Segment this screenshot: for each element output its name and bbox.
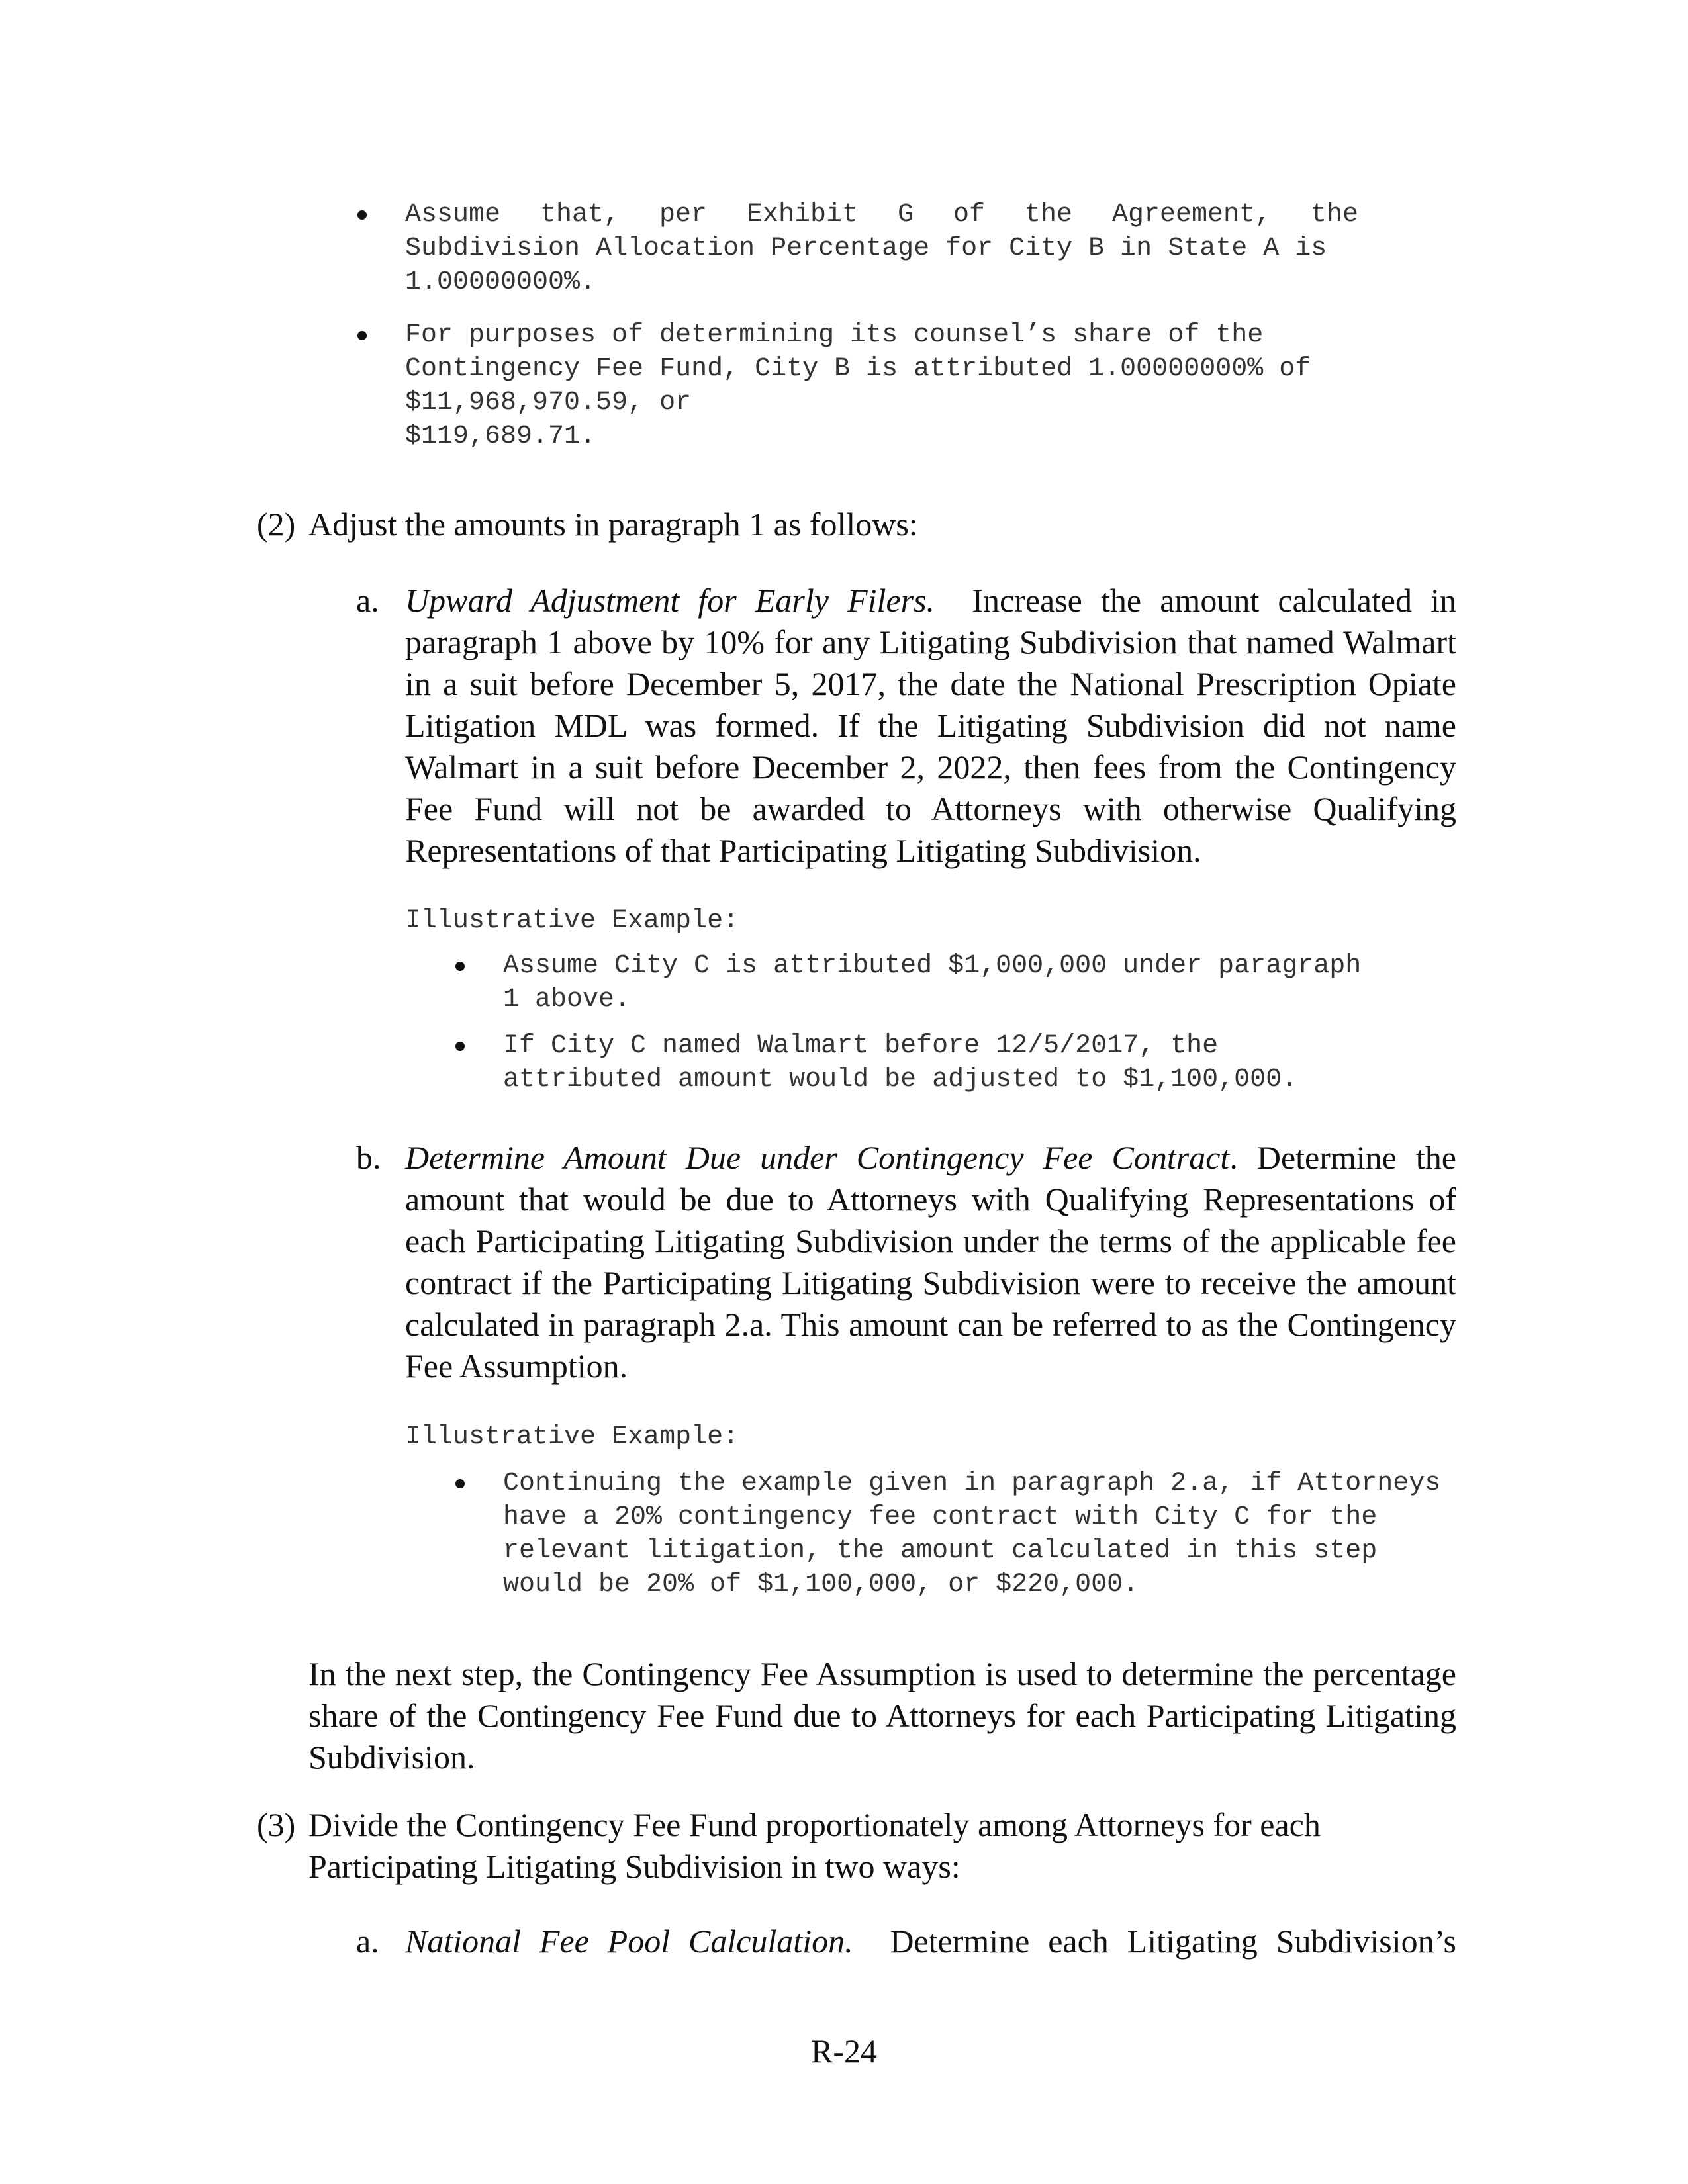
bullet-line: would be 20% of $1,100,000, or $220,000. [503,1570,1139,1600]
bullet-text [503,1467,1456,1602]
page-number: R-24 [811,2032,877,2070]
section-heading: Adjust the amounts in paragraph 1 as follows: [308,506,918,543]
bullet-line: If City C named Walmart before 12/5/2017, the [503,1031,1219,1061]
bullet-line: 1.00000000%. [405,267,596,297]
bullet-line: attributed amount would be adjusted to $1,100,000. [503,1065,1298,1095]
bullet-text [503,1029,1425,1097]
item-title: Determine Amount Due under Contingency Fee Contract [405,1139,1230,1176]
item-letter: a. [356,1923,379,1960]
item-body: Increase the amount calculated in paragraph 1 above by 10% for any Litigating Subdivision that named Walmart in a suit before December 5, 2017, the date the National Prescription Opiate Litigation MDL was formed. If the Litigating Subdivision did not name Walmart in a suit before December 2, 2022, then fees from the Contingency Fee Fund will not be awarded to Attorneys with otherwise Qualifying Representations of that Participating Litigating Subdivision. [405,582,1457,869]
bullet-icon [455,962,465,971]
heading-line: Divide the Contingency Fee Fund proportionately among Attorneys for each [308,1806,1321,1843]
bullet-icon [455,1479,465,1488]
bullet-icon [455,1042,465,1051]
section-number: (2) [257,506,296,543]
bullet-line: relevant litigation, the amount calculated in this step [503,1536,1378,1566]
bullet-line: Continuing the example given in paragraph 2.a, if Attorneys [503,1469,1441,1498]
item-body: . Determine the amount that would be due to Attorneys with Qualifying Representations of each Participating Litigating Subdivision under the terms of the applicable fee contract if the Participating Litigating Subdivision were to receive the amount calculated in paragraph 2.a. This amount can be referred to as the Contingency Fee Assumption. [405,1139,1456,1385]
bullet-text [503,949,1425,1017]
item-title: National Fee Pool Calculation. [405,1923,853,1960]
paragraph [405,580,1456,872]
example-label: Illustrative Example: [405,906,739,936]
item-letter: b. [356,1139,381,1176]
bullet-line: Assume that, per Exhibit G of the Agreement, the [405,200,1358,230]
bullet-line: Contingency Fee Fund, City B is attributed 1.00000000% of [405,354,1311,384]
heading-line: Participating Litigating Subdivision in two ways: [308,1848,961,1885]
closing-paragraph: In the next step, the Contingency Fee Assumption is used to determine the percentage share of the Contingency Fee Fund due to Attorneys for each Participating Litigating Subdivision. [308,1655,1456,1776]
bullet-text [405,198,1358,299]
bullet-line: $119,689.71. [405,422,596,451]
bullet-line: Assume City C is attributed $1,000,000 under paragraph [503,951,1362,981]
bullet-line: $11,968,970.59, or [405,388,692,418]
item-letter: a. [356,582,379,619]
bullet-line: For purposes of determining its counsel’s share of the [405,320,1264,350]
bullet-icon [357,210,367,220]
bullet-line: Subdivision Allocation Percentage for City B in State A is [405,234,1327,263]
bullet-line: have a 20% contingency fee contract with City C for the [503,1502,1378,1532]
paragraph [405,1921,1456,1962]
paragraph [405,1137,1456,1387]
item-title: Upward Adjustment for Early Filers. [405,582,935,619]
bullet-line: 1 above. [503,985,631,1015]
bullet-icon [357,331,367,340]
item-body: Determine each Litigating Subdivision’s [890,1923,1456,1960]
example-label: Illustrative Example: [405,1422,739,1452]
section-number: (3) [257,1806,296,1843]
bullet-text [405,318,1358,453]
section-heading [308,1804,1456,1888]
